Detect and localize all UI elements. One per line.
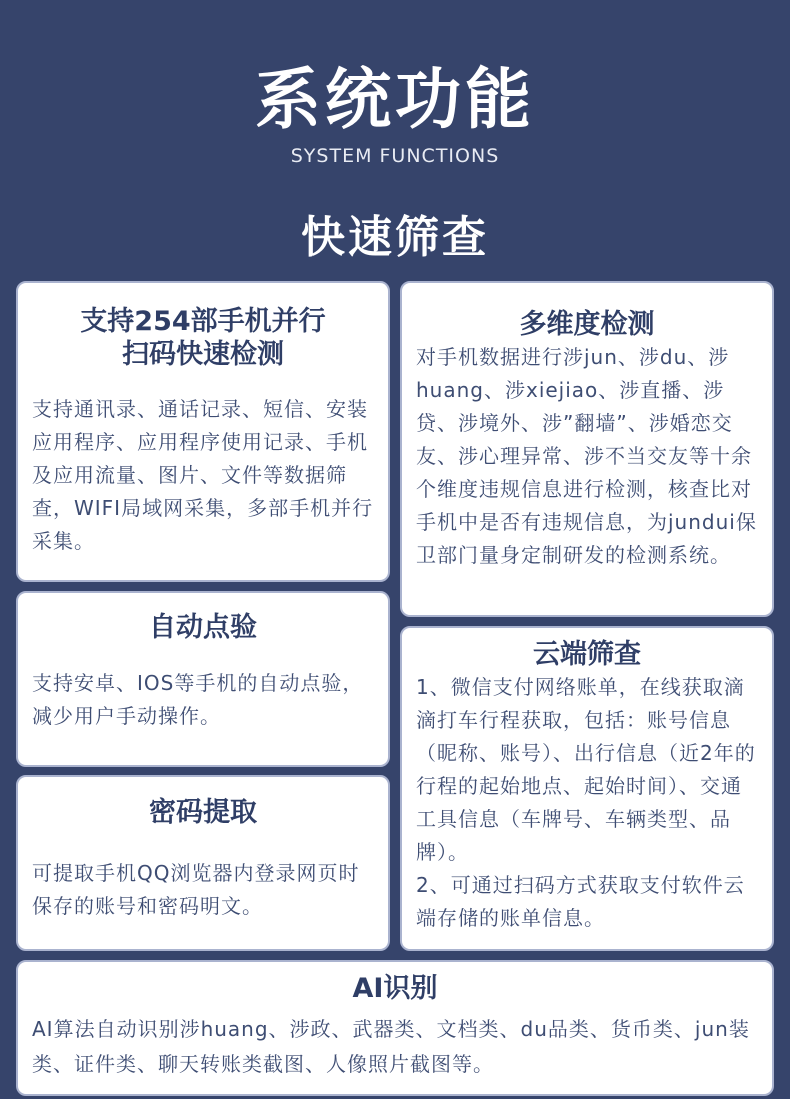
feature-card-title: 多维度检测 [519, 309, 655, 340]
feature-card-text: 1、微信支付网络账单，在线获取滴滴打车行程获取，包括：账号信息（昵称、账号）、出行信息（近2年的行程的起始地点、起始时间）、交通工具信息（车牌号、车辆类型、品牌）。 2、可通过扫码方式获取支付软件云端存储的账单信息。 [416, 675, 756, 930]
feature-card-ai-recognition [16, 960, 774, 1096]
feature-card-text: AI算法自动识别涉huang、涉政、武器类、文档类、du品类、货币类、jun装类、证件类、聊天转账类截图、人像照片截图等。 [32, 1017, 750, 1076]
feature-card-title: 密码提取 [149, 797, 257, 828]
feature-card-auto-check [16, 591, 390, 767]
feature-card-title: 云端筛查 [533, 639, 641, 670]
feature-card-title: 支持254部手机并行 扫码快速检测 [80, 306, 326, 370]
feature-card-password-extract [16, 775, 390, 951]
feature-card-text: 对手机数据进行涉jun、涉du、涉huang、涉xiejiao、涉直播、涉贷、涉境外、涉”翻墙”、涉婚恋交友、涉心理异常、涉不当交友等十余个维度违规信息进行检测，核查比对手机中是否有违规信息，为jundui保卫部门量身定制研发的检测系统。 [416, 345, 757, 567]
feature-card-title: AI识别 [352, 973, 438, 1004]
page-title: 系统功能 [255, 61, 535, 138]
feature-card-multi-dimension [400, 281, 774, 617]
page-subtitle: SYSTEM FUNCTIONS [290, 145, 500, 167]
feature-card-text: 支持安卓、IOS等手机的自动点验，减少用户手动操作。 [32, 671, 364, 728]
feature-card-title: 自动点验 [149, 612, 257, 643]
feature-card-text: 可提取手机QQ浏览器内登录网页时保存的账号和密码明文。 [32, 861, 360, 918]
feature-card-cloud-screening [400, 626, 774, 951]
section-title: 快速筛查 [301, 212, 489, 263]
feature-card-text: 支持通讯录、通话记录、短信、安装应用程序、应用程序使用记录、手机及应用流量、图片、文件等数据筛查，WIFI局域网采集，多部手机并行采集。 [32, 397, 374, 553]
feature-card-parallel-scan [16, 281, 390, 582]
